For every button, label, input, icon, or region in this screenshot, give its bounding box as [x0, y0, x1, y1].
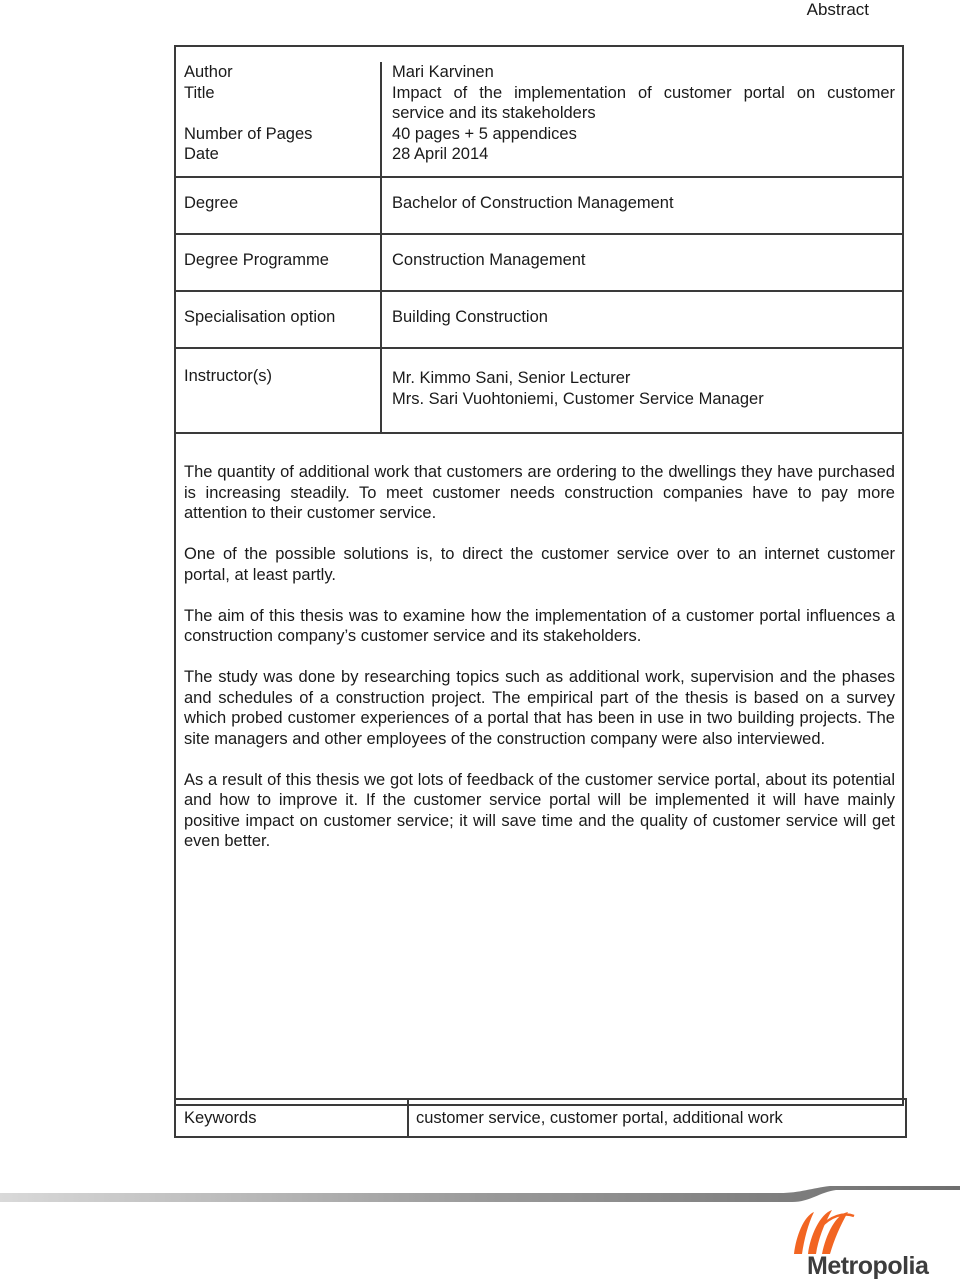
abstract-paragraph-1: The quantity of additional work that customers are ordering to the dwellings they have purchased is increasing steadily. To meet customer needs construction companies have to pay more attention to their customer service.: [184, 463, 895, 522]
title-value-line2: service and its stakeholders: [392, 104, 596, 122]
degree-value: Bachelor of Construction Management: [392, 194, 674, 212]
keywords-table: [174, 1098, 907, 1138]
info-labels: [176, 62, 382, 176]
programme-label: Degree Programme: [176, 235, 382, 290]
abstract-paragraph-3: The aim of this thesis was to examine how the implementation of a customer portal influences a construction company’s customer service and its stakeholders.: [184, 606, 895, 645]
date-label: Date: [184, 145, 219, 163]
degree-label: Degree: [176, 178, 382, 233]
programme-row: [176, 235, 902, 292]
title-label: Title: [184, 83, 215, 102]
metropolia-logo-icon: [790, 1206, 870, 1258]
footer-swoosh-bar: [0, 1186, 960, 1206]
pages-value: 40 pages + 5 appendices: [392, 124, 577, 143]
specialisation-label: Specialisation option: [176, 292, 382, 347]
info-row: [176, 47, 902, 178]
title-label-continued: [184, 103, 380, 124]
date-value: 28 April 2014: [392, 145, 489, 163]
info-values: [382, 62, 902, 176]
degree-row: [176, 178, 902, 235]
page-header-label: Abstract: [806, 0, 869, 19]
abstract-paragraph-2: One of the possible solutions is, to direct the customer service over to an internet customer portal, at least partly.: [184, 545, 895, 584]
title-value-line1: Impact of the implementation of customer portal on customer: [392, 83, 895, 102]
instructor-1: Mr. Kimmo Sani, Senior Lecturer: [392, 369, 631, 387]
author-value: Mari Karvinen: [392, 63, 494, 81]
instructors-values: [382, 349, 902, 432]
specialisation-value: Building Construction: [392, 308, 548, 326]
keywords-value: customer service, customer portal, additional work: [416, 1109, 783, 1127]
pages-label: Number of Pages: [184, 124, 313, 143]
instructor-2: Mrs. Sari Vuohtoniemi, Customer Service Manager: [392, 389, 764, 408]
instructors-row: [176, 349, 902, 434]
programme-value: Construction Management: [392, 251, 586, 269]
metropolia-logo-text: Metropolia: [807, 1252, 929, 1280]
abstract-table: [174, 45, 904, 1106]
author-label: Author: [184, 63, 233, 81]
specialisation-row: [176, 292, 902, 349]
abstract-paragraph-4: The study was done by researching topics such as additional work, supervision and the phases and schedules of a construction project. The empirical part of the thesis is based on a survey which probed customer experiences of a portal that has been in use in two building projects. The site managers and other employees of the construction company were also interviewed.: [184, 668, 895, 748]
abstract-paragraph-5: As a result of this thesis we got lots of feedback of the customer service portal, about its potential and how to improve it. If the customer service portal will be implemented it will have mainly positive impact on customer service; it will save time and the quality of customer service will get even better.: [184, 770, 895, 850]
instructors-label: Instructor(s): [176, 349, 382, 432]
abstract-body: [176, 434, 902, 1104]
keywords-label: Keywords: [176, 1100, 409, 1136]
